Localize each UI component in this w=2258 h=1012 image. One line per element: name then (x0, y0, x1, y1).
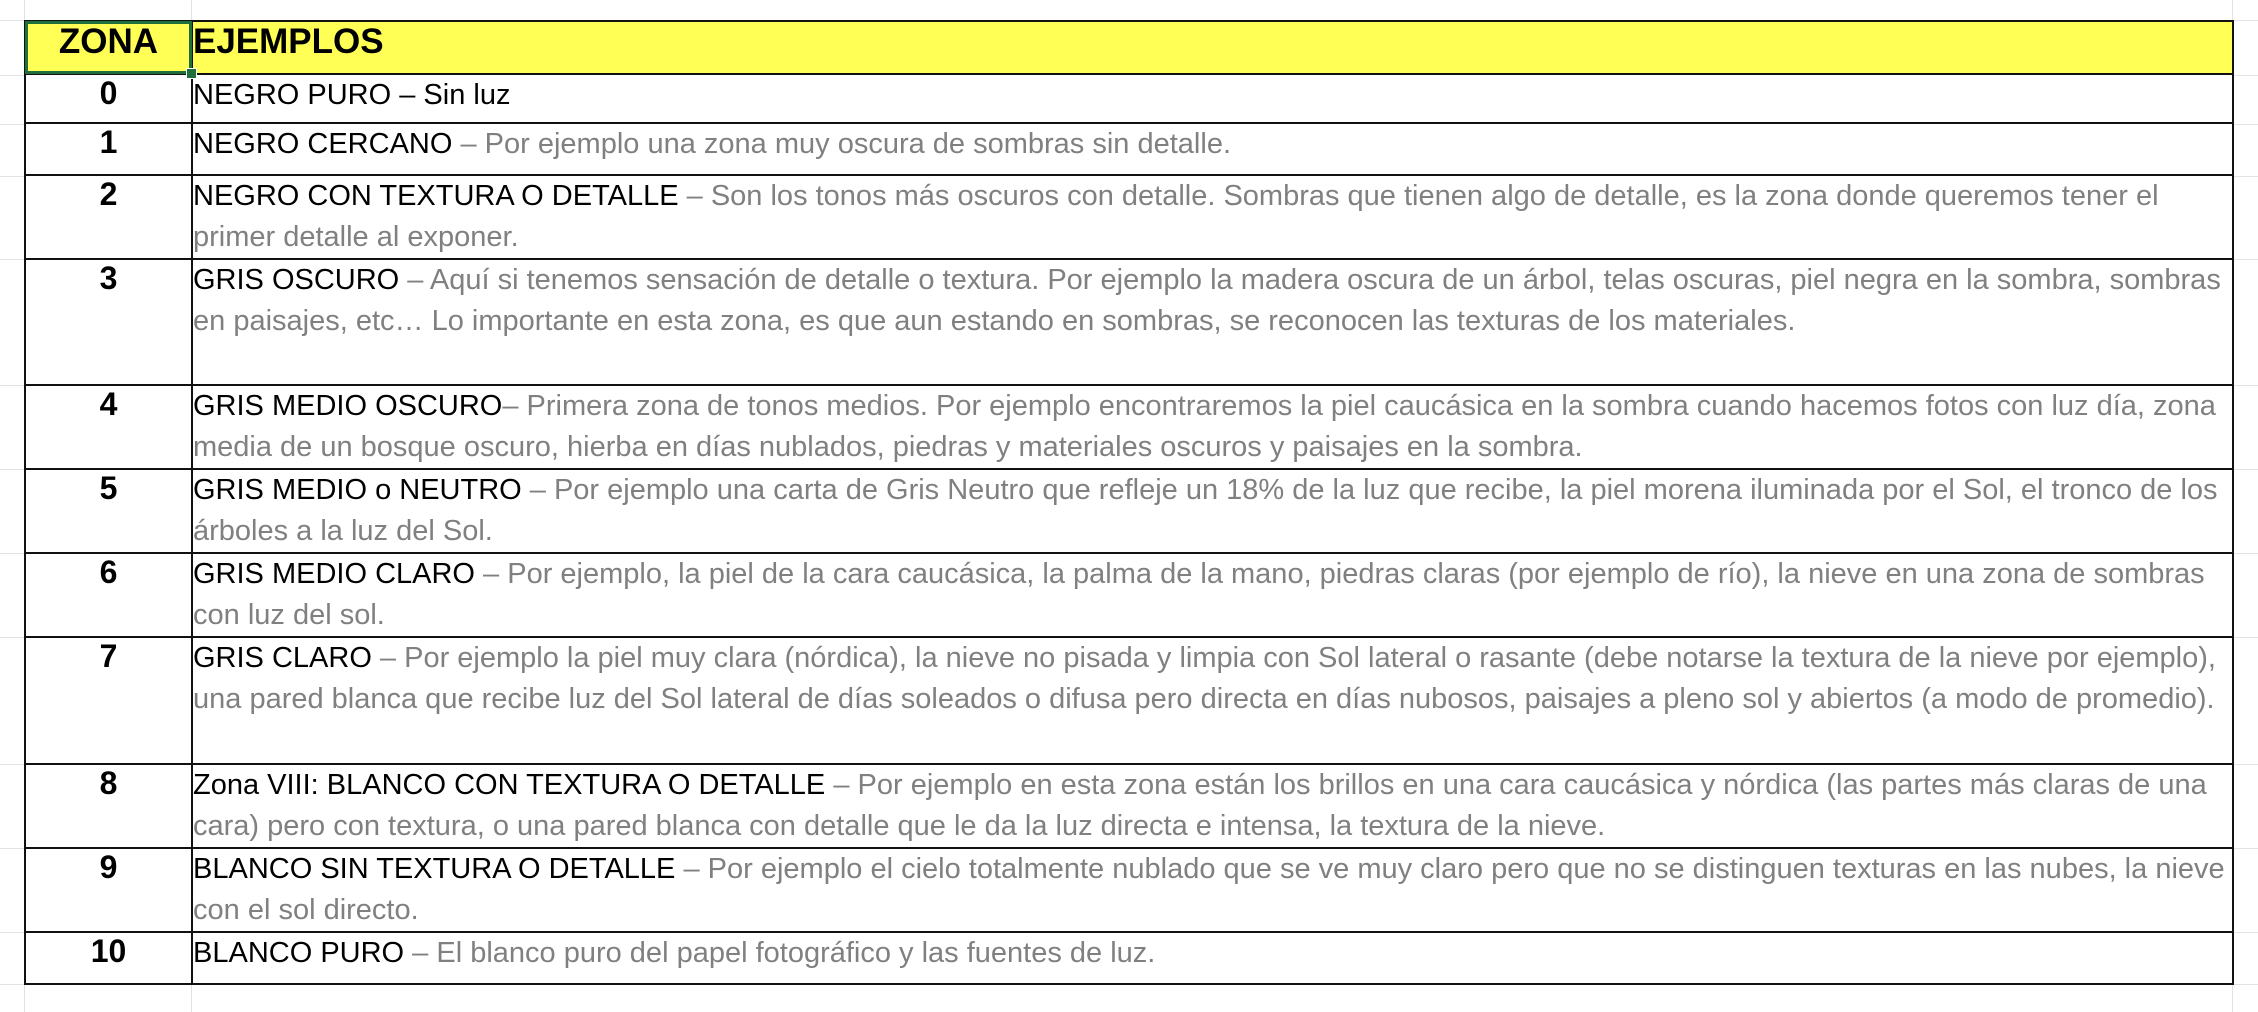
grid-line (2232, 259, 2258, 260)
grid-line (0, 932, 24, 933)
example-lead: GRIS MEDIO CLARO (193, 558, 475, 590)
example-cell[interactable] (192, 385, 2233, 469)
table-row (25, 175, 2233, 259)
zone-system-table (24, 20, 2234, 985)
example-rest: – El blanco puro del papel fotográfico y las fuentes de luz. (404, 937, 1156, 969)
table-row (25, 637, 2233, 764)
grid-line (0, 764, 24, 765)
grid-line (0, 176, 24, 177)
zone-cell[interactable]: 7 (25, 637, 192, 764)
table-row (25, 553, 2233, 637)
grid-line (0, 75, 24, 76)
zone-cell[interactable]: 4 (25, 385, 192, 469)
example-lead: NEGRO PURO – Sin luz (193, 79, 511, 111)
grid-line (2232, 637, 2258, 638)
grid-line (2232, 469, 2258, 470)
example-rest: – Por ejemplo, la piel de la cara caucásica, la palma de la mano, piedras claras (por ejemplo de río), la nieve en una zona de sombras con luz del sol. (193, 558, 2205, 631)
example-lead: Zona VIII: BLANCO CON TEXTURA O DETALLE (193, 769, 826, 801)
grid-line (2232, 848, 2258, 849)
example-lead: GRIS MEDIO o NEUTRO (193, 474, 522, 506)
selection-fill-handle[interactable] (186, 68, 197, 79)
grid-line (2232, 124, 2258, 125)
table-row (25, 848, 2233, 932)
zone-cell[interactable]: 8 (25, 764, 192, 848)
grid-line (0, 259, 24, 260)
grid-line (0, 469, 24, 470)
table-row (25, 764, 2233, 848)
zone-cell[interactable]: 9 (25, 848, 192, 932)
example-cell[interactable] (192, 637, 2233, 764)
grid-line (2232, 932, 2258, 933)
grid-line (2232, 385, 2258, 386)
zone-cell[interactable]: 10 (25, 932, 192, 984)
example-rest: – Por ejemplo en esta zona están los brillos en una cara caucásica y nórdica (las partes más claras de una cara) pero con textura, o una pared blanca con detalle que le da la luz directa e intensa, la textura de la nieve. (193, 769, 2207, 842)
example-rest: – Por ejemplo la piel muy clara (nórdica), la nieve no pisada y limpia con Sol lateral o rasante (debe notarse la textura de la nieve por ejemplo), una pared blanca que recibe luz del Sol lateral de días soleados o difusa pero directa en días nubosos, paisajes a pleno sol y abiertos (a modo de promedio). (193, 642, 2216, 715)
zone-cell[interactable]: 2 (25, 175, 192, 259)
zone-cell[interactable]: 3 (25, 259, 192, 385)
grid-line (0, 124, 24, 125)
grid-line (0, 553, 24, 554)
zone-cell[interactable]: 5 (25, 469, 192, 553)
example-lead: NEGRO CERCANO (193, 128, 453, 160)
example-cell[interactable] (192, 259, 2233, 385)
example-cell[interactable] (192, 74, 2233, 123)
example-cell[interactable] (192, 764, 2233, 848)
example-rest: – Por ejemplo una zona muy oscura de sombras sin detalle. (452, 128, 1232, 160)
header-cell-zona[interactable] (25, 21, 192, 74)
header-ejemplos-label: EJEMPLOS (193, 22, 384, 61)
header-zona-label: ZONA (58, 22, 159, 61)
example-lead: BLANCO PURO (193, 937, 405, 969)
table-row (25, 74, 2233, 123)
example-rest: – Son los tonos más oscuros con detalle. Sombras que tienen algo de detalle, es la zona donde queremos tener el primer detalle al exponer. (193, 180, 2159, 253)
example-cell[interactable] (192, 469, 2233, 553)
zone-cell[interactable]: 0 (25, 74, 192, 123)
grid-line (2232, 984, 2258, 985)
grid-line (0, 984, 24, 985)
example-lead: GRIS OSCURO (193, 264, 400, 296)
zone-cell[interactable]: 1 (25, 123, 192, 175)
header-row (25, 21, 2233, 74)
example-rest: – Aquí si tenemos sensación de detalle o textura. Por ejemplo la madera oscura de un árbol, telas oscuras, piel negra en la sombra, sombras en paisajes, etc… Lo importante en esta zona, es que aun estando en sombras, se reconocen las texturas de los materiales. (193, 264, 2221, 337)
example-cell[interactable] (192, 848, 2233, 932)
grid-line (0, 385, 24, 386)
table-row (25, 385, 2233, 469)
zone-cell[interactable]: 6 (25, 553, 192, 637)
grid-line (2232, 553, 2258, 554)
header-cell-ejemplos[interactable] (192, 21, 2233, 74)
table-row (25, 469, 2233, 553)
example-lead: GRIS CLARO (193, 642, 372, 674)
table-row (25, 259, 2233, 385)
example-lead: BLANCO SIN TEXTURA O DETALLE (193, 853, 676, 885)
table-row (25, 123, 2233, 175)
example-rest: – Por ejemplo el cielo totalmente nublado que se ve muy claro pero que no se distinguen texturas en las nubes, la nieve con el sol directo. (193, 853, 2225, 926)
grid-line (2232, 75, 2258, 76)
grid-line (2232, 176, 2258, 177)
example-rest: – Por ejemplo una carta de Gris Neutro que refleje un 18% de la luz que recibe, la piel morena iluminada por el Sol, el tronco de los árboles a la luz del Sol. (193, 474, 2218, 547)
grid-line (2232, 20, 2258, 21)
example-lead: GRIS MEDIO OSCURO (193, 390, 503, 422)
grid-line (2232, 764, 2258, 765)
example-lead: NEGRO CON TEXTURA O DETALLE (193, 180, 679, 212)
example-rest: – Primera zona de tonos medios. Por ejemplo encontraremos la piel caucásica en la sombra cuando hacemos fotos con luz día, zona media de un bosque oscuro, hierba en días nublados, piedras y materiales oscuros y paisajes en la sombra. (193, 390, 2216, 463)
table-row (25, 932, 2233, 984)
example-cell[interactable] (192, 175, 2233, 259)
example-cell[interactable] (192, 123, 2233, 175)
grid-line (0, 20, 24, 21)
grid-line (0, 848, 24, 849)
example-cell[interactable] (192, 932, 2233, 984)
grid-line (0, 637, 24, 638)
example-cell[interactable] (192, 553, 2233, 637)
